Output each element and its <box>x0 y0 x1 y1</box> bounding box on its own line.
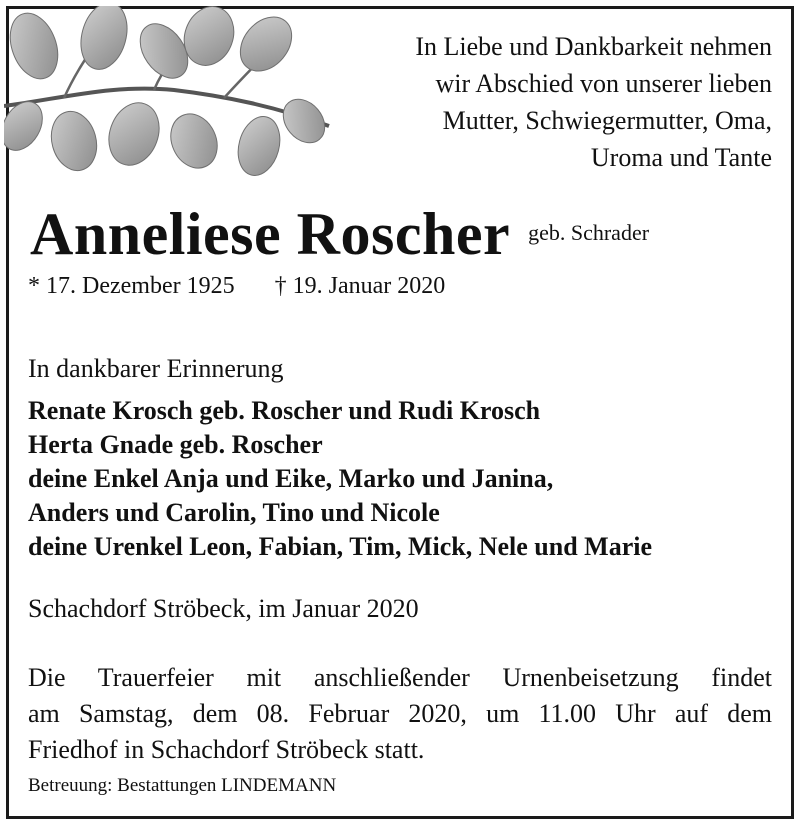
intro-text <box>415 28 772 176</box>
life-dates <box>28 273 445 300</box>
intro-line: In Liebe und Dankbarkeit nehmen <box>415 32 772 61</box>
notice-line: am Samstag, dem 08. Februar 2020, um 11.00 Uhr auf dem <box>28 699 772 728</box>
intro-line: Uroma und Tante <box>590 143 772 172</box>
deceased-name: Anneliese Roscher <box>30 201 511 267</box>
place-date: Schachdorf Ströbeck, im Januar 2020 <box>28 594 419 623</box>
mourner-line: Anders und Carolin, Tino und Nicole <box>28 498 440 527</box>
maiden-name: geb. Schrader <box>528 220 650 245</box>
mourner-line: deine Urenkel Leon, Fabian, Tim, Mick, Nele und Marie <box>28 532 653 561</box>
leaf-branch-icon <box>4 6 334 186</box>
funeral-home: Betreuung: Bestattungen LINDEMANN <box>28 775 337 796</box>
funeral-notice <box>28 660 772 768</box>
intro-line: Mutter, Schwiegermutter, Oma, <box>442 106 772 135</box>
mourner-line: Renate Krosch geb. Roscher und Rudi Krosch <box>28 396 541 425</box>
remembrance-heading: In dankbarer Erinnerung <box>28 354 284 383</box>
notice-line: Die Trauerfeier mit anschließender Urnenbeisetzung findet <box>28 663 772 692</box>
mourner-line: Herta Gnade geb. Roscher <box>28 430 323 459</box>
notice-line: Friedhof in Schachdorf Ströbeck statt. <box>28 735 425 764</box>
mourner-line: deine Enkel Anja und Eike, Marko und Janina, <box>28 464 554 493</box>
deceased-name-row <box>30 200 649 269</box>
death-date: † 19. Januar 2020 <box>274 273 446 299</box>
intro-line: wir Abschied von unserer lieben <box>435 69 772 98</box>
birth-date: * 17. Dezember 1925 <box>28 273 235 299</box>
mourners-list <box>28 394 652 564</box>
